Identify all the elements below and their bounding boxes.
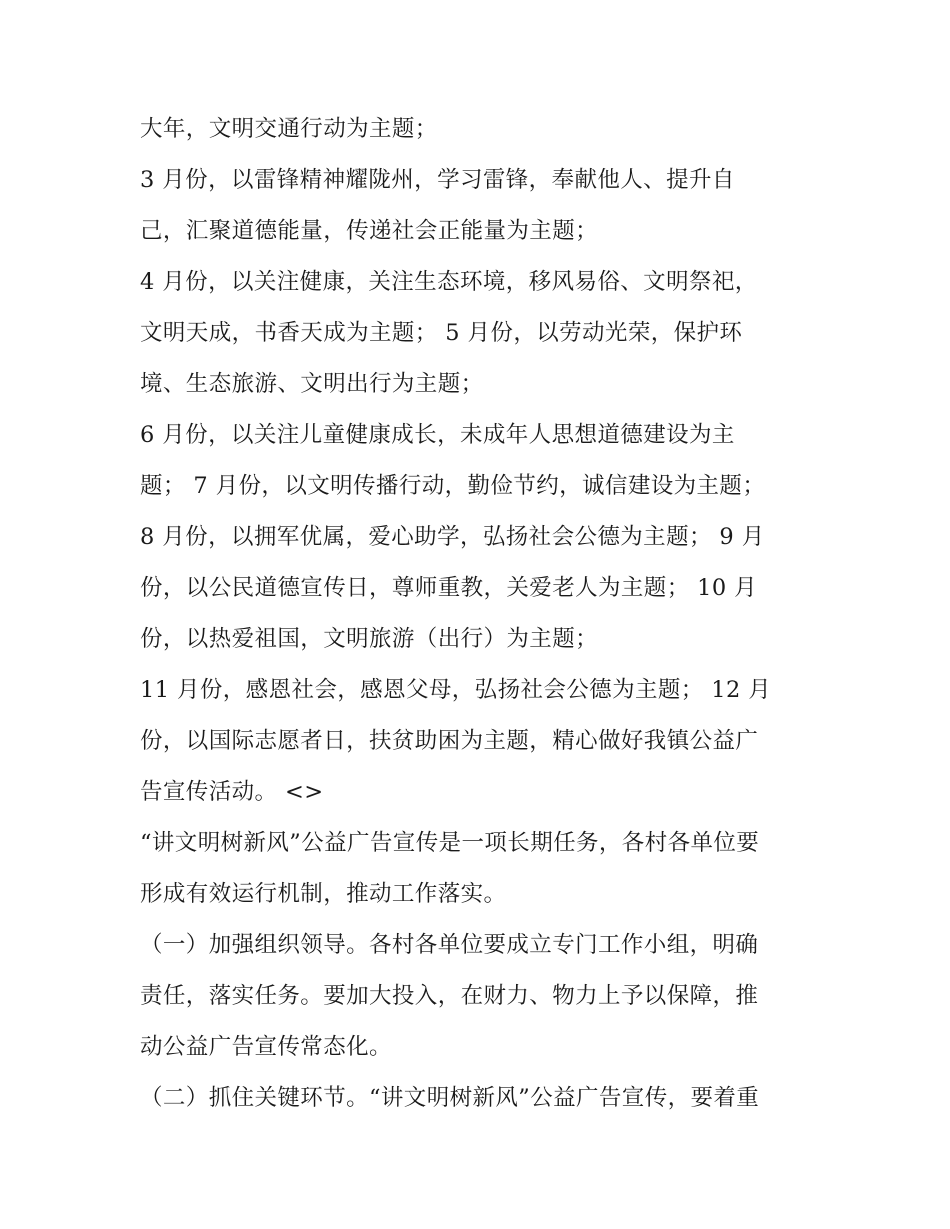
text-line: 4 月份，以关注健康，关注生态环境，移风易俗、文明祭祀， (140, 269, 758, 295)
text-line: （一）加强组织领导。各村各单位要成立专门工作小组，明确 (140, 932, 759, 958)
text-line: 6 月份，以关注儿童健康成长，未成年人思想道德建设为主 (140, 422, 735, 448)
text-line: 文明天成，书香天成为主题； 5 月份，以劳动光荣，保护环 (140, 320, 743, 346)
text-line: 题； 7 月份，以文明传播行动，勤俭节约，诚信建设为主题； (140, 473, 766, 499)
text-line: 形成有效运行机制，推动工作落实。 (140, 881, 507, 907)
text-line: 己，汇聚道德能量，传递社会正能量为主题； (140, 218, 599, 244)
document-body (140, 104, 820, 1124)
text-line: （二）抓住关键环节。“讲文明树新风”公益广告宣传，要着重 (140, 1085, 760, 1111)
text-line: 告宣传活动。 <> (140, 779, 324, 805)
text-line: 11 月份，感恩社会，感恩父母，弘扬社会公德为主题； 12 月 (140, 677, 772, 703)
text-line: 大年，文明交通行动为主题； (140, 116, 438, 142)
text-line: 3 月份，以雷锋精神耀陇州，学习雷锋，奉献他人、提升自 (140, 167, 735, 193)
text-line: 8 月份，以拥军优属，爱心助学，弘扬社会公德为主题； 9 月 (140, 524, 765, 550)
text-line: 份，以公民道德宣传日，尊师重教，关爱老人为主题； 10 月 (140, 575, 758, 601)
text-line: 责任，落实任务。要加大投入，在财力、物力上予以保障，推 (140, 983, 759, 1009)
text-line: 份，以国际志愿者日，扶贫助困为主题，精心做好我镇公益广 (140, 728, 759, 754)
text-line: 动公益广告宣传常态化。 (140, 1034, 392, 1060)
text-line: “讲文明树新风”公益广告宣传是一项长期任务，各村各单位要 (140, 830, 760, 856)
text-line: 份，以热爱祖国，文明旅游（出行）为主题； (140, 626, 599, 652)
text-line: 境、生态旅游、文明出行为主题； (140, 371, 484, 397)
